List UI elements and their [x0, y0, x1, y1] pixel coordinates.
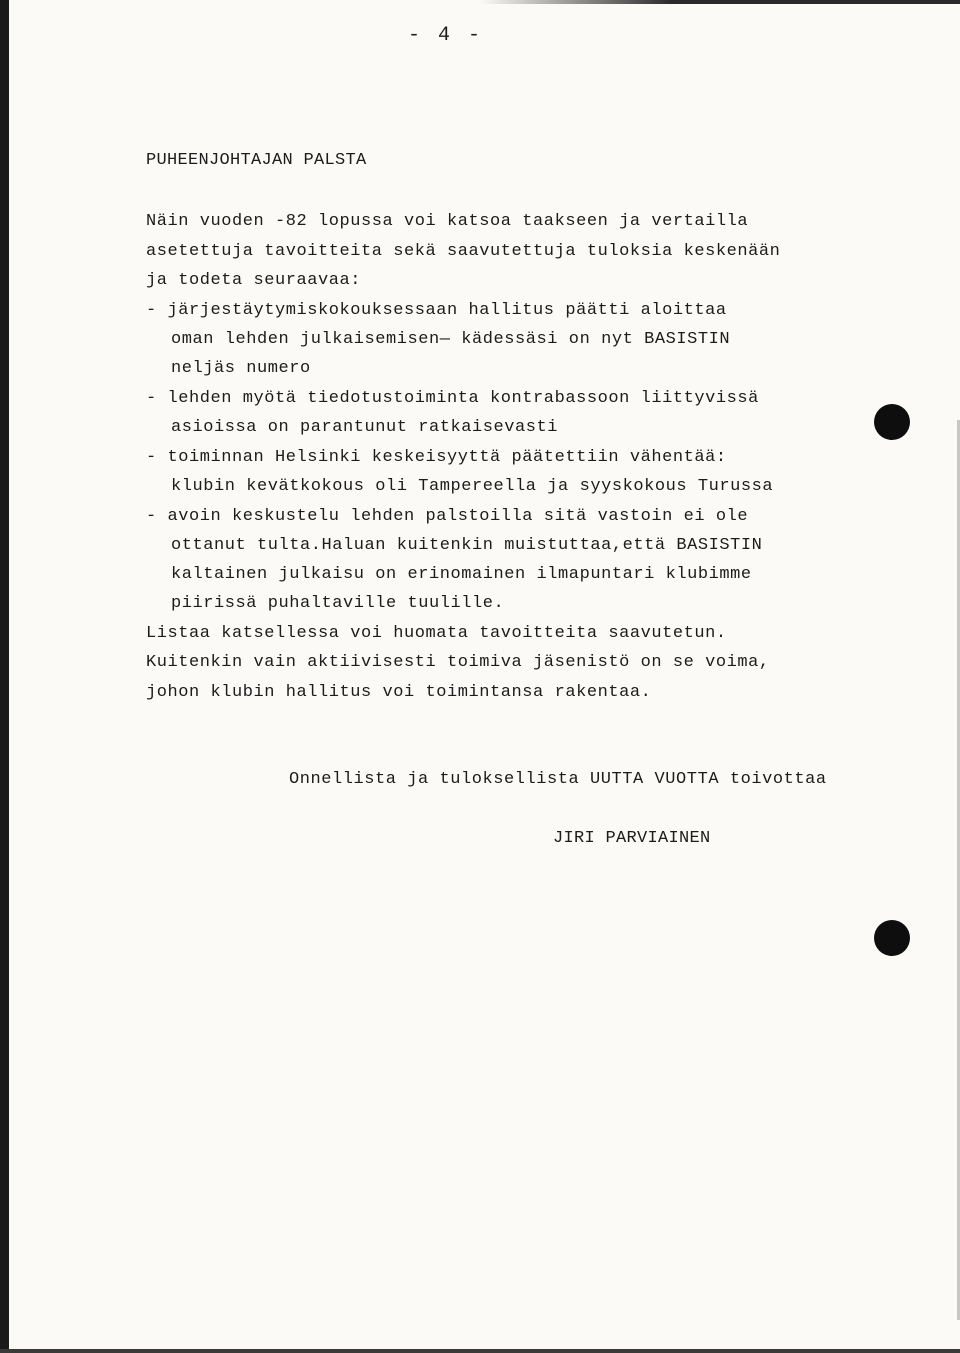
bullet-item-first-line: - järjestäytymiskokouksessaan hallitus päätti aloittaa [146, 301, 727, 320]
bullet-item-line: oman lehden julkaisemisen— kädessäsi on nyt BASISTIN [171, 330, 731, 349]
bullet-item-first-line: - toiminnan Helsinki keskeisyyttä päätettiin vähentää: [146, 448, 727, 467]
bullet-item-first-line: - avoin keskustelu lehden palstoilla sitä vastoin ei ole [146, 507, 749, 526]
intro-line: Näin vuoden -82 lopussa voi katsoa taakseen ja vertailla [146, 212, 749, 231]
bullet-item-first-line: - lehden myötä tiedotustoiminta kontrabassoon liittyvissä [146, 389, 759, 408]
column-heading: PUHEENJOHTAJAN PALSTA [146, 151, 367, 170]
page-bottom-edge [0, 1349, 960, 1353]
bullet-item-line: klubin kevätkokous oli Tampereella ja syyskokous Turussa [171, 477, 774, 496]
page-number: - 4 - [408, 24, 484, 47]
closing-line: Kuitenkin vain aktiivisesti toimiva jäsenistö on se voima, [146, 653, 770, 672]
punch-hole-lower [874, 920, 910, 956]
bullet-item-line: ottanut tulta.Haluan kuitenkin muistuttaa,että BASISTIN [171, 536, 763, 555]
intro-line: asetettuja tavoitteita sekä saavutettuja tuloksia keskenään [146, 242, 781, 261]
page-left-edge [0, 0, 9, 1353]
new-year-greeting: Onnellista ja tuloksellista UUTTA VUOTTA toivottaa [289, 770, 827, 789]
bullet-item-line: neljäs numero [171, 359, 311, 378]
bullet-item-line: piirissä puhaltaville tuulille. [171, 594, 505, 613]
signature: JIRI PARVIAINEN [553, 829, 711, 848]
closing-line: Listaa katsellessa voi huomata tavoitteita saavutetun. [146, 624, 727, 643]
punch-hole-upper [874, 404, 910, 440]
intro-line: ja todeta seuraavaa: [146, 271, 362, 290]
bullet-item-line: kaltainen julkaisu on erinomainen ilmapuntari klubimme [171, 565, 752, 584]
bullet-item-line: asioissa on parantunut ratkaisevasti [171, 418, 559, 437]
closing-line: johon klubin hallitus voi toimintansa rakentaa. [146, 683, 652, 702]
page-top-edge [480, 0, 960, 4]
